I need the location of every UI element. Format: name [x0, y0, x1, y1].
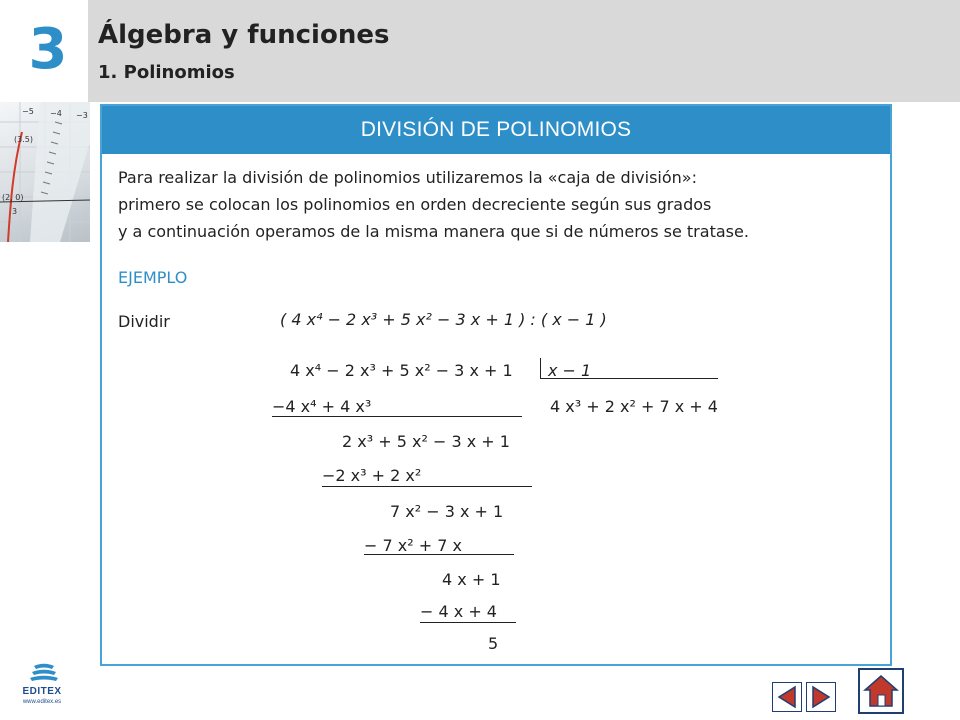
- photo-label-three: 3: [12, 207, 18, 216]
- photo-tick-minus-4: −4: [50, 109, 62, 118]
- intro-paragraph: [118, 164, 884, 245]
- division-remainder: 5: [488, 634, 499, 653]
- division-step: 7 x² − 3 x + 1: [390, 502, 504, 521]
- logo-url: www.editex.es: [22, 699, 62, 705]
- photo-tick-minus-3: −3: [76, 111, 88, 120]
- photo-label-origin: (2, 0): [2, 193, 24, 202]
- division-step: 2 x³ + 5 x² − 3 x + 1: [342, 432, 510, 451]
- divisor: x − 1: [548, 361, 592, 380]
- section-heading: DIVISIÓN DE POLINOMIOS: [102, 106, 890, 154]
- dividend: 4 x⁴ − 2 x³ + 5 x² − 3 x + 1: [290, 361, 513, 380]
- division-step-rule: [420, 622, 516, 623]
- triangle-left-icon: [773, 683, 801, 711]
- decorative-ruler-photo: [0, 102, 90, 242]
- content-box: [100, 104, 892, 666]
- home-icon: [860, 670, 902, 712]
- next-button[interactable]: [806, 682, 836, 712]
- logo-text: EDITEX: [22, 686, 62, 697]
- home-button[interactable]: [858, 668, 904, 714]
- editex-logo: [12, 662, 72, 712]
- division-step: − 7 x² + 7 x: [364, 536, 462, 555]
- division-step: −4 x⁴ + 4 x³: [272, 397, 372, 416]
- divide-label: Dividir: [118, 312, 170, 331]
- page-subtitle: 1. Polinomios: [98, 62, 235, 83]
- editex-logo-mark: [12, 662, 72, 686]
- photo-label-point: (3.5): [14, 135, 33, 144]
- division-step: 4 x + 1: [442, 570, 501, 589]
- quotient: 4 x³ + 2 x² + 7 x + 4: [550, 397, 718, 416]
- division-step: −2 x³ + 2 x²: [322, 466, 422, 485]
- division-step-rule: [364, 554, 514, 555]
- division-step-rule: [272, 416, 522, 417]
- division-step-rule: [322, 486, 532, 487]
- previous-button[interactable]: [772, 682, 802, 712]
- intro-line: y a continuación operamos de la misma manera que si de números se tratase.: [118, 222, 749, 241]
- header-band: [88, 0, 960, 102]
- photo-tick-minus-5: −5: [22, 107, 34, 116]
- division-step: − 4 x + 4: [420, 602, 497, 621]
- division-problem: ( 4 x⁴ − 2 x³ + 5 x² − 3 x + 1 ) : ( x − 1 ): [280, 310, 607, 329]
- intro-line: Para realizar la división de polinomios utilizaremos la «caja de división»:: [118, 168, 697, 187]
- chapter-number: 3: [28, 17, 68, 82]
- example-label: EJEMPLO: [118, 268, 188, 287]
- division-bracket-vertical: [540, 358, 541, 378]
- intro-line: primero se colocan los polinomios en orden decreciente según sus grados: [118, 195, 712, 214]
- triangle-right-icon: [807, 683, 835, 711]
- page-title: Álgebra y funciones: [98, 20, 390, 50]
